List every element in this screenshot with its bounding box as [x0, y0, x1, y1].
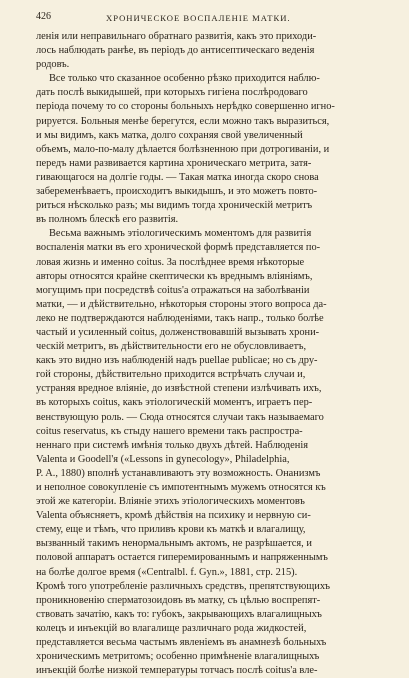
text-line: какъ это видно изъ наблюденій надъ puellae publicae; но съ дру- [36, 355, 318, 367]
text-line: лось наблюдать ранѣе, въ періодъ до антисептическаго веденія [36, 45, 315, 57]
text-line: Valenta объясняетъ, кромѣ дѣйствія на психику и нервную си- [36, 510, 311, 522]
text-line: Кромѣ того употребленіе различныхъ средствъ, препятствующихъ [36, 580, 331, 592]
text-line: и мы видимъ, какъ матка, долго сохраняя свой увеличенный [36, 129, 303, 141]
text-line: P. A., 1880) вполнѣ устанавливаютъ эту возможность. Онанизмъ [36, 467, 321, 479]
text-line: забеременѣваетъ, происходитъ выкидышъ, и это можетъ повто- [36, 186, 318, 198]
text-line: представляется весьма частымъ явленіемъ въ анамнезѣ больныхъ [36, 637, 327, 649]
page-number: 426 [36, 11, 51, 22]
text-line: объемъ, мало-по-малу дѣлается болѣзненною при дотрогиваніи, и [36, 143, 330, 155]
text-line: родовъ. [36, 59, 70, 71]
text-line: передъ нами развивается картина хроническаго метрита, затя- [36, 157, 312, 169]
text-line: авторы относятся крайне скептически къ вреднымъ вліяніямъ, [36, 270, 313, 282]
text-line: ческій метритъ, въ дѣйствительности его не обусловливаетъ, [36, 341, 307, 353]
text-line: могущимъ при посредствѣ coitus'а отражаться на заболѣваніи [36, 284, 310, 296]
text-line: ленія или неправильнаго обратнаго развитія, какъ это приходи- [36, 31, 317, 42]
text-line: колецъ и инъекцій во влагалище различнаго рода жидкостей, [36, 622, 307, 634]
text-line: устраняя вредное вліяніе, до извѣстной степени излѣчивать ихъ, [36, 383, 322, 395]
text-line: матки, — и дѣйствительно, нѣкоторыя стороны этого вопроса да- [36, 298, 327, 310]
text-line: проникновенію сперматозоидовъ въ матку, съ цѣлью воспрепят- [36, 594, 321, 606]
text-line: хроническимъ метритомъ; особенно примѣненіе влагалищныхъ [36, 651, 320, 663]
text-line: гой стороны, дѣйствительно приходится встрѣчать случаи и, [36, 369, 306, 381]
text-line: ствовать зачатію, какъ то: губокъ, закрывающихъ влагалищныхъ [36, 608, 322, 620]
text-line: воспаленія матки въ его хронической формѣ представляется по- [36, 242, 321, 254]
text-line: стему, еще и тѣмъ, что приливъ крови къ маткѣ и влагалищу, [36, 524, 306, 536]
text-line: въ которыхъ coitus, какъ этіологическій моментъ, играетъ пер- [36, 397, 313, 409]
text-line: вызванный такимъ ненормальнымъ актомъ, не разрѣшается, и [36, 538, 312, 550]
text-line: инъекцій болѣе низкой температуры тотчасъ послѣ coitus'а вле- [36, 665, 318, 677]
text-line: риться нѣсколько разъ; мы видимъ тогда хроническій метритъ [36, 200, 313, 212]
text-line: венствующую роль. — Сюда относятся случаи такъ называемаго [36, 411, 324, 423]
text-line: Все только что сказанное особенно рѣзко приходится наблю- [49, 73, 320, 85]
text-line: въ полномъ блескѣ его развитія. [36, 214, 179, 226]
text-line: гивающагося на долгіе годы. — Такая матка иногда скоро снова [36, 171, 319, 183]
text-line: этой же категоріи. Вліяніе этихъ этіологическихъ моментовъ [36, 496, 305, 508]
text-line: Весьма важнымъ этіологическимъ моментомъ для развитія [49, 228, 312, 240]
text-line: неннаго при системѣ имѣнія только двухъ дѣтей. Наблюденія [36, 439, 308, 451]
text-line: coitus reservatus, къ стыду нашего времени такъ распростра- [36, 425, 303, 437]
text-line: леко не подтверждаются наблюденіями, такъ напр., только болѣе [36, 312, 324, 324]
text-line: частый и усиленный coitus, долженствовавшій вызывать хрони- [36, 326, 320, 338]
text-line: рируется. Больныя менѣе берегутся, если можно такъ выразиться, [36, 115, 330, 127]
text-line: и неполное совокупленіе съ импотентнымъ мужемъ относятся къ [36, 482, 326, 493]
running-title: ХРОНИЧЕСКОЕ ВОСПАЛЕНІЕ МАТКИ. [106, 13, 291, 23]
text-line: дать послѣ выкидышей, при которыхъ гигіена послѣродоваго [36, 87, 308, 99]
text-line: періода почему то со стороны больныхъ нерѣдко совершенно игно- [36, 101, 335, 113]
text-line: половой аппаратъ остается гиперемированнымъ и напряженнымъ [36, 552, 328, 564]
text-line: на болѣе долгое время («Centralbl. f. Gyn.», 1881, стр. 215). [36, 566, 298, 578]
text-line: Valenta и Goodell'я («Lessons in gynecology», Philadelphia, [36, 453, 290, 465]
body-text [36, 30, 387, 678]
text-line: ловая жизнь и именно coitus. За послѣднее время нѣкоторые [36, 256, 305, 268]
